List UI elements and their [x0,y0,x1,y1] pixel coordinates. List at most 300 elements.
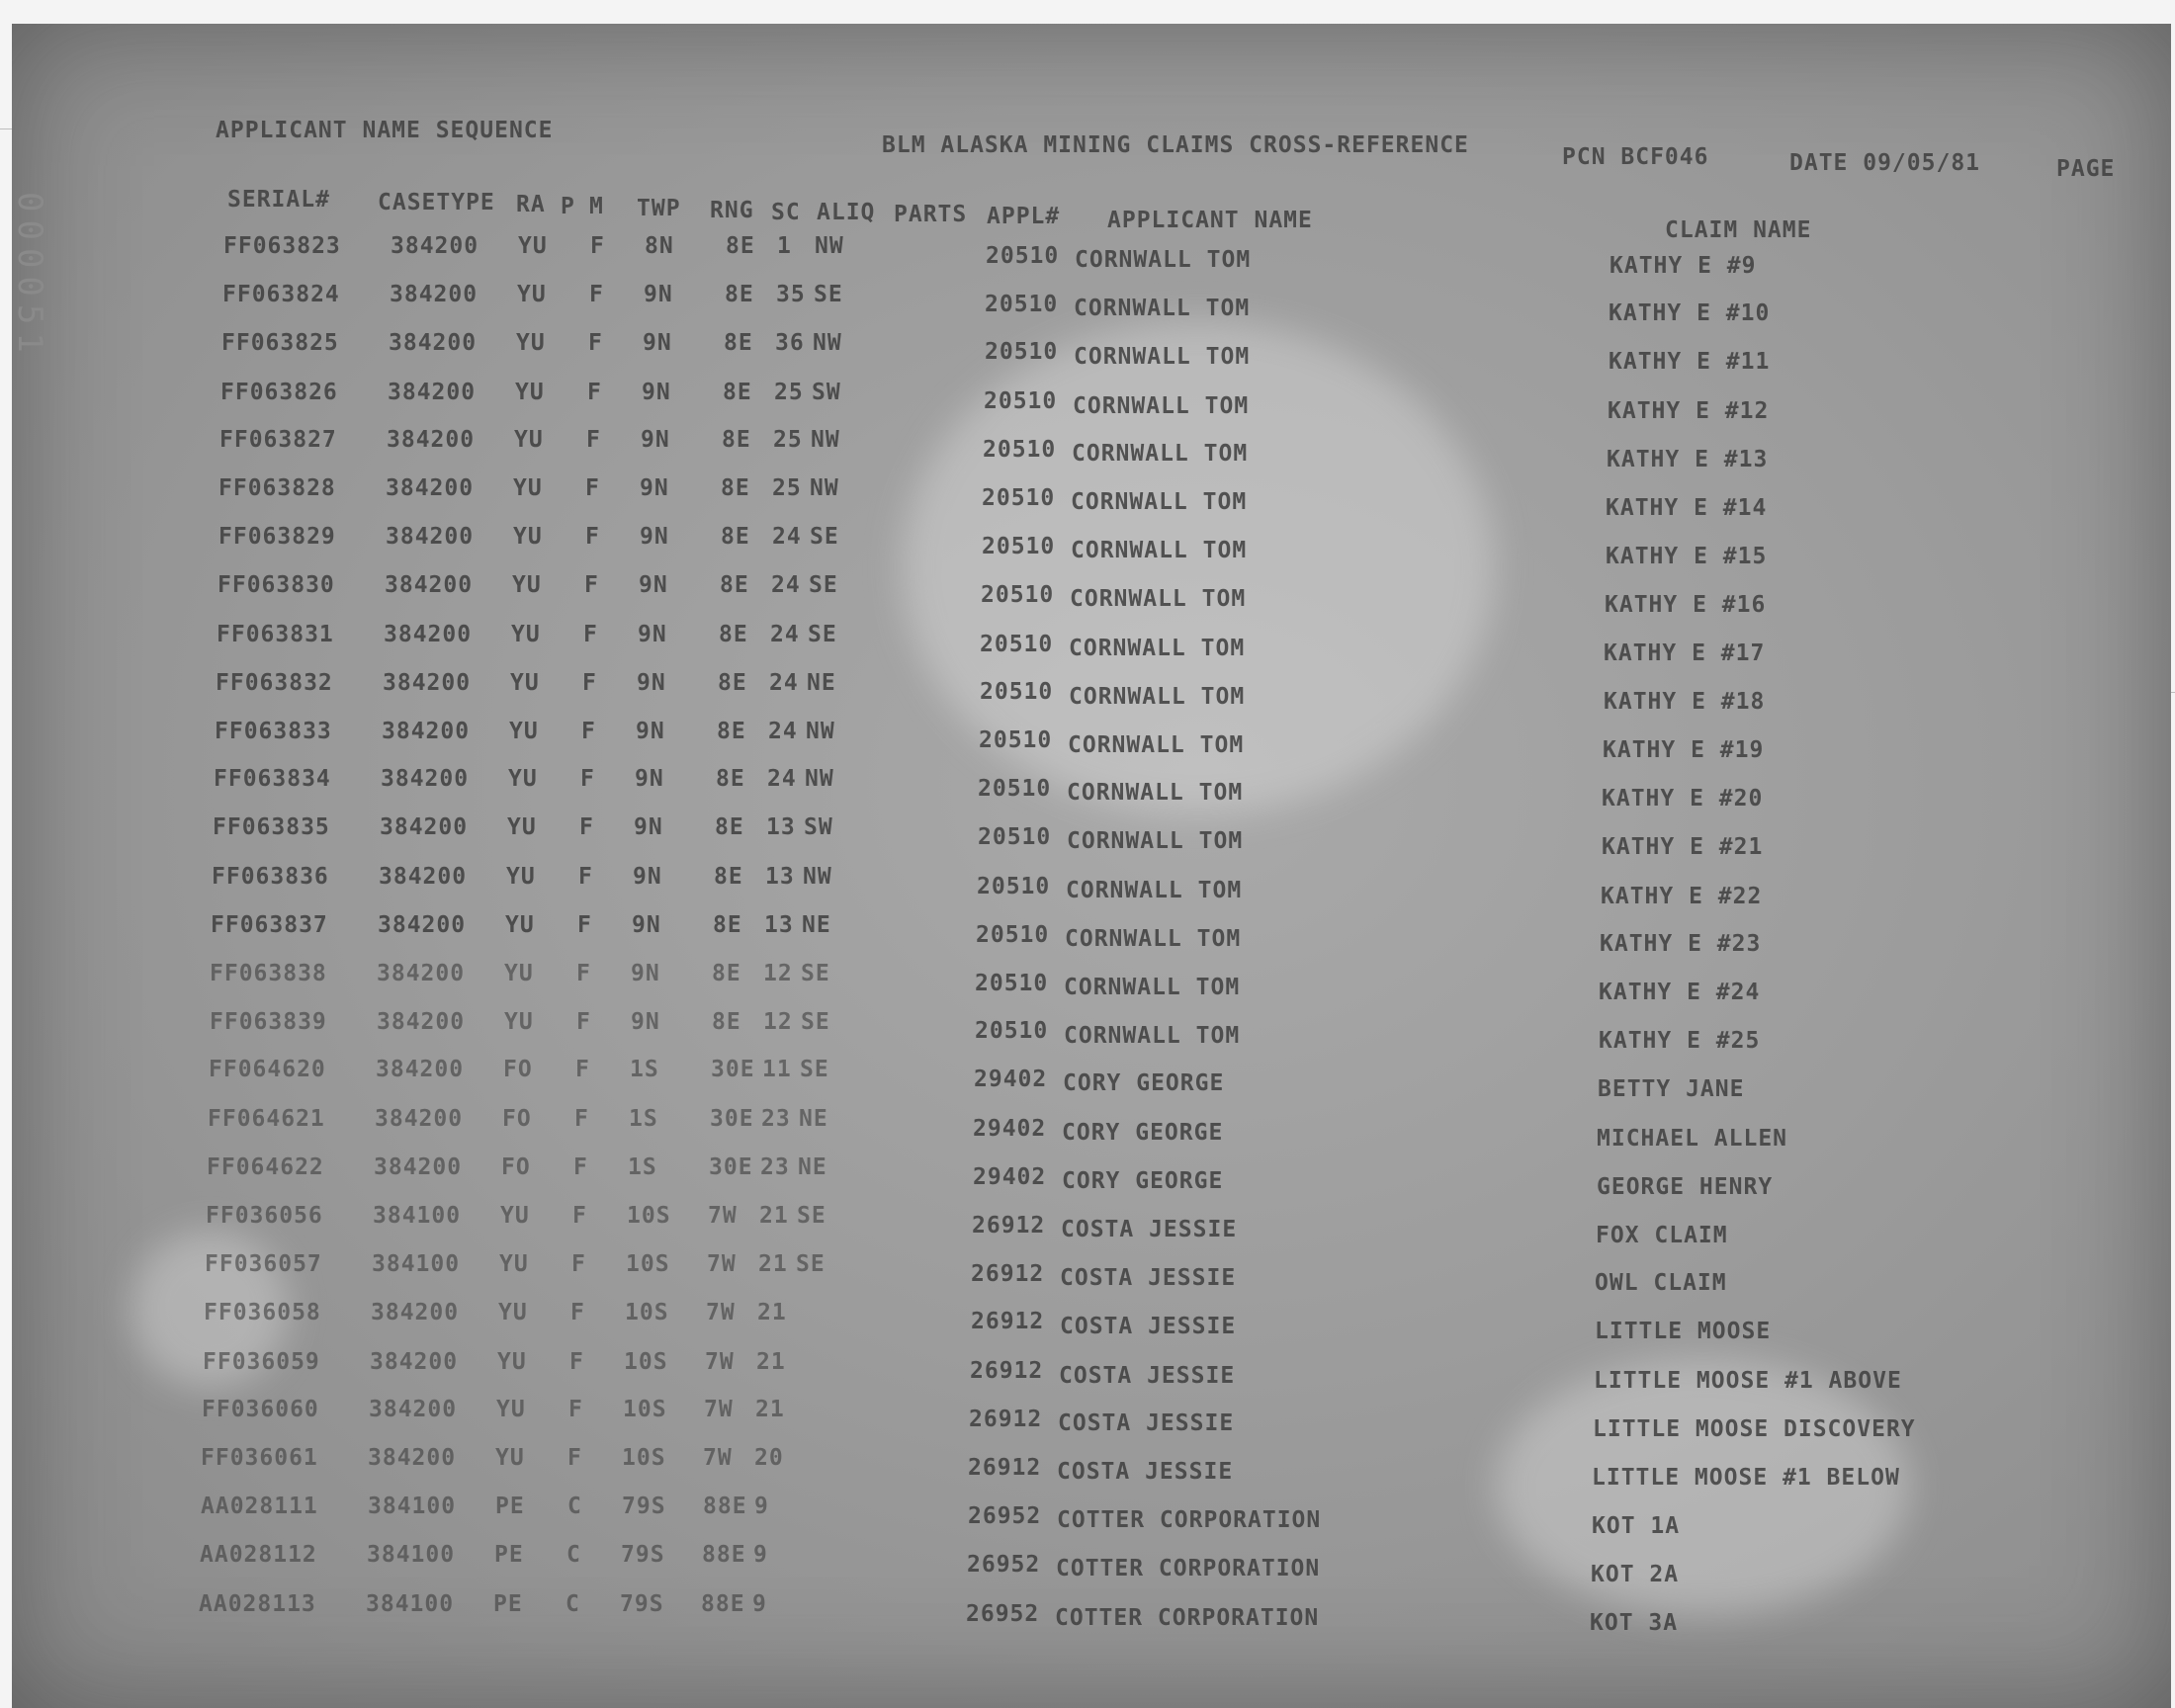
cell-ra: YU [513,524,543,551]
cell-twp: 9N [631,961,660,986]
cell-casetype: 384200 [375,1105,464,1132]
cell-m: F [586,426,601,453]
cell-sc: 25 [772,475,802,501]
cell-twp: 9N [642,379,671,405]
cell-rng: 8E [720,572,749,599]
col-twp: TWP [637,196,681,221]
cell-applicant-name: COTTER CORPORATION [1056,1556,1321,1582]
cell-claim-name: LITTLE MOOSE DISCOVERY [1593,1415,1916,1442]
cell-m: F [576,1009,591,1036]
cell-applicant-name: CORNWALL TOM [1074,344,1251,371]
cell-serial: FF036056 [206,1203,323,1229]
cell-twp: 10S [627,1203,671,1229]
col-m: M [589,194,604,219]
cell-claim-name: MICHAEL ALLEN [1597,1125,1788,1152]
cell-sc: 9 [752,1590,767,1617]
table-row [12,475,2171,521]
cell-claim-name: KATHY E #12 [1608,397,1770,424]
cell-m: F [590,233,605,259]
cell-twp: 9N [631,1009,660,1036]
cell-serial: FF064621 [208,1105,325,1132]
col-sc: SC [771,200,801,225]
table-row [12,814,2171,861]
cell-twp: 9N [639,572,668,599]
cell-serial: FF063832 [216,669,333,696]
cell-m: F [588,330,603,357]
cell-sc: 24 [771,572,801,599]
cell-appl: 20510 [978,824,1052,851]
cell-casetype: 384100 [367,1542,456,1569]
cell-casetype: 384200 [379,863,468,890]
cell-twp: 1S [628,1153,657,1180]
cell-m: F [585,475,600,501]
cell-sc: 12 [763,961,793,986]
cell-twp: 9N [640,475,669,501]
cell-aliq: SE [800,1057,829,1083]
table-row [12,1300,2171,1345]
cell-rng: 8E [725,282,754,308]
cell-applicant-name: COSTA JESSIE [1060,1265,1237,1292]
cell-aliq: SE [808,621,837,647]
table-row [12,1348,2171,1394]
cell-ra: YU [518,233,548,259]
cell-aliq: SE [796,1251,826,1278]
cell-appl: 29402 [973,1115,1047,1142]
cell-applicant-name: COSTA JESSIE [1059,1362,1236,1389]
cell-twp: 9N [632,911,661,938]
cell-rng: 88E [701,1590,745,1617]
cell-appl: 26952 [966,1600,1040,1627]
cell-casetype: 384200 [370,1348,459,1375]
cell-casetype: 384200 [374,1153,463,1180]
cell-sc: 9 [754,1494,769,1520]
cell-m: F [569,1348,584,1375]
cell-sc: 25 [773,426,803,453]
cell-rng: 8E [723,379,752,405]
cell-claim-name: KATHY E #15 [1606,544,1768,570]
printout-sheet [12,24,2171,1708]
cell-appl: 26952 [968,1503,1042,1530]
cell-sc: 35 [776,282,806,308]
cell-m: C [566,1542,581,1569]
cell-ra: YU [511,621,541,647]
cell-rng: 8E [712,961,741,986]
cell-claim-name: LITTLE MOOSE #1 BELOW [1592,1465,1900,1491]
cell-applicant-name: COSTA JESSIE [1058,1409,1235,1436]
col-p: P [561,194,575,219]
table-row [12,233,2171,279]
table-row [12,621,2171,666]
cell-aliq: NW [805,766,834,793]
cell-twp: 9N [638,621,667,647]
cell-ra: YU [508,766,538,793]
cell-ra: FO [501,1153,531,1180]
cell-aliq: NW [811,426,840,453]
cell-appl: 20510 [976,921,1050,948]
cell-m: F [568,1396,583,1422]
cell-appl: 20510 [986,243,1060,269]
page-label: PAGE [2056,156,2116,182]
cell-serial: FF036058 [204,1300,321,1326]
col-aliq: ALIQ [817,200,876,225]
cell-aliq: NE [799,1105,828,1132]
cell-m: F [579,814,594,841]
cell-rng: 8E [716,766,745,793]
table-row [12,961,2171,1005]
cell-serial: FF063828 [218,475,336,501]
cell-casetype: 384200 [384,621,473,647]
cell-casetype: 384200 [381,766,470,793]
cell-applicant-name: CORNWALL TOM [1070,586,1247,613]
cell-twp: 9N [637,669,666,696]
cell-rng: 8E [724,330,753,357]
cell-twp: 10S [623,1396,667,1422]
cell-sc: 13 [764,911,794,938]
cell-casetype: 384200 [368,1445,457,1471]
cell-twp: 9N [635,766,664,793]
cell-serial: FF063831 [217,621,334,647]
cell-sc: 11 [762,1057,792,1083]
col-casetype: CASETYPE [378,190,495,215]
cell-rng: 8E [722,426,751,453]
cell-serial: FF063825 [221,330,339,357]
cell-ra: YU [506,863,536,890]
cell-appl: 26912 [971,1309,1045,1335]
cell-serial: FF063838 [210,961,327,986]
cell-sc: 23 [760,1153,790,1180]
cell-sc: 21 [757,1300,787,1326]
cell-twp: 79S [621,1542,665,1569]
cell-sc: 21 [759,1203,789,1229]
cell-aliq: SE [797,1203,826,1229]
cell-sc: 36 [775,330,805,357]
cell-rng: 8E [717,719,746,744]
cell-aliq: NW [813,330,842,357]
cell-claim-name: KATHY E #22 [1601,883,1763,909]
table-row [12,1542,2171,1588]
cell-twp: 10S [622,1445,666,1471]
cell-claim-name: KOT 3A [1590,1609,1679,1636]
cell-aliq: NE [802,911,831,938]
cell-twp: 10S [626,1251,670,1278]
cell-applicant-name: COTTER CORPORATION [1057,1507,1322,1534]
cell-applicant-name: CORNWALL TOM [1069,635,1246,661]
cell-casetype: 384200 [389,330,478,357]
cell-claim-name: KOT 2A [1591,1562,1680,1588]
cell-rng: 8E [715,814,744,841]
cell-rng: 8E [718,669,747,696]
cell-rng: 88E [703,1494,747,1520]
cell-rng: 30E [710,1105,754,1132]
table-row [12,1445,2171,1491]
cell-casetype: 384200 [380,814,469,841]
cell-applicant-name: COSTA JESSIE [1057,1459,1234,1485]
cell-claim-name: LITTLE MOOSE [1595,1319,1772,1345]
cell-m: F [572,1203,587,1229]
cell-ra: YU [504,1009,534,1036]
cell-m: F [580,766,595,793]
cell-serial: FF063839 [210,1009,327,1036]
cell-appl: 20510 [981,582,1055,609]
table-row [12,1494,2171,1540]
cell-rng: 30E [711,1057,755,1083]
cell-claim-name: LITTLE MOOSE #1 ABOVE [1594,1367,1902,1394]
cell-claim-name: KATHY E #20 [1602,786,1764,812]
cell-sc: 1 [777,233,792,259]
cell-rng: 7W [706,1300,736,1326]
report-title: APPLICANT NAME SEQUENCE [216,118,554,143]
cell-appl: 20510 [975,971,1049,996]
pcn-code: PCN BCF046 [1562,144,1709,170]
cell-appl: 26912 [969,1406,1043,1432]
report-date: DATE 09/05/81 [1789,150,1981,176]
cell-rng: 8E [713,911,742,938]
cell-casetype: 384200 [382,719,471,744]
cell-appl: 20510 [980,678,1054,705]
cell-claim-name: KATHY E #13 [1607,446,1769,472]
table-row [12,1396,2171,1442]
cell-applicant-name: CORNWALL TOM [1069,683,1246,710]
cell-sc: 20 [754,1445,784,1471]
cell-claim-name: KATHY E #18 [1604,688,1766,715]
cell-twp: 9N [644,282,673,308]
cell-sc: 21 [755,1396,785,1422]
cell-aliq: SE [814,282,843,308]
cell-claim-name: OWL CLAIM [1595,1270,1727,1297]
cell-appl: 26912 [968,1455,1042,1481]
cell-rng: 8E [721,524,750,551]
table-row [12,379,2171,424]
cell-appl: 20510 [982,485,1056,511]
cell-casetype: 384200 [387,426,476,453]
cell-appl: 29402 [974,1067,1048,1093]
cell-twp: 9N [636,719,665,744]
cell-appl: 26912 [970,1357,1044,1384]
cell-appl: 20510 [983,436,1057,463]
cell-ra: YU [498,1300,528,1326]
main-title: BLM ALASKA MINING CLAIMS CROSS-REFERENCE [882,132,1469,158]
cell-aliq: SE [810,524,839,551]
cell-serial: FF036060 [202,1396,319,1422]
cell-ra: YU [500,1203,530,1229]
cell-serial: FF063827 [219,426,337,453]
cell-ra: YU [507,814,537,841]
table-row [12,282,2171,327]
cell-sc: 21 [756,1348,786,1375]
cell-twp: 9N [634,814,663,841]
cell-sc: 24 [770,621,800,647]
cell-serial: AA028112 [200,1542,317,1569]
cell-sc: 13 [766,814,796,841]
cell-claim-name: FOX CLAIM [1596,1223,1728,1248]
cell-applicant-name: CORNWALL TOM [1075,247,1252,273]
cell-m: F [567,1445,582,1471]
cell-aliq: SE [809,572,838,599]
cell-ra: YU [512,572,542,599]
cell-twp: 10S [625,1300,669,1326]
cell-sc: 24 [772,524,802,551]
cell-rng: 7W [708,1203,738,1229]
cell-applicant-name: CORNWALL TOM [1071,489,1248,515]
cell-claim-name: KATHY E #24 [1599,980,1761,1005]
cell-applicant-name: CORNWALL TOM [1066,877,1243,903]
cell-casetype: 384200 [369,1396,458,1422]
cell-casetype: 384100 [372,1251,461,1278]
cell-ra: YU [495,1445,525,1471]
cell-applicant-name: CORNWALL TOM [1067,780,1244,807]
cell-appl: 20510 [975,1018,1049,1045]
cell-sc: 24 [769,669,799,696]
cell-appl: 20510 [979,727,1053,753]
cell-serial: FF063829 [218,524,336,551]
cell-sc: 12 [763,1009,793,1036]
cell-m: F [585,524,600,551]
cell-casetype: 384200 [388,379,477,405]
cell-serial: FF064620 [209,1057,326,1083]
cell-casetype: 384100 [368,1494,457,1520]
cell-rng: 8E [726,233,755,259]
cell-serial: FF063834 [214,766,331,793]
cell-applicant-name: COTTER CORPORATION [1055,1604,1320,1631]
cell-sc: 24 [768,719,798,744]
table-row [12,1203,2171,1248]
cell-serial: AA028111 [201,1494,318,1520]
cell-m: F [570,1300,585,1326]
cell-twp: 1S [630,1057,659,1083]
cell-ra: PE [495,1494,525,1520]
cell-rng: 30E [709,1153,753,1180]
cell-applicant-name: CORY GEORGE [1062,1119,1224,1146]
cell-appl: 29402 [973,1163,1047,1190]
cell-m: F [574,1105,589,1132]
table-row [12,1251,2171,1297]
cell-ra: PE [494,1542,524,1569]
cell-m: F [575,1057,590,1083]
cell-ra: YU [509,719,539,744]
cell-aliq: NW [803,863,832,890]
cell-aliq: NE [798,1153,827,1180]
col-applicant-name: APPLICANT NAME [1107,208,1313,233]
cell-claim-name: KATHY E #21 [1602,834,1764,861]
table-row [12,719,2171,763]
cell-applicant-name: CORY GEORGE [1063,1070,1225,1097]
cell-twp: 79S [620,1590,664,1617]
cell-rng: 8E [714,863,743,890]
cell-casetype: 384200 [376,1057,465,1083]
col-parts: PARTS [894,202,968,227]
cell-serial: FF063836 [212,863,329,890]
cell-serial: FF063835 [213,814,330,841]
cell-rng: 7W [705,1348,735,1375]
table-row [12,1105,2171,1152]
cell-sc: 21 [758,1251,788,1278]
cell-rng: 8E [721,475,750,501]
cell-applicant-name: CORNWALL TOM [1065,925,1242,952]
cell-appl: 20510 [984,387,1058,414]
cell-casetype: 384200 [371,1300,460,1326]
cell-ra: YU [499,1251,529,1278]
cell-sc: 23 [761,1105,791,1132]
table-row [12,911,2171,957]
cell-m: F [587,379,602,405]
cell-appl: 20510 [985,292,1059,318]
col-rng: RNG [710,198,754,223]
cell-twp: 1S [629,1105,658,1132]
cell-m: F [583,621,598,647]
cell-m: C [567,1494,582,1520]
cell-aliq: SE [801,961,830,986]
cell-claim-name: KATHY E #14 [1606,495,1768,521]
cell-claim-name: KATHY E #17 [1604,640,1766,666]
cell-ra: FO [503,1057,533,1083]
table-row [12,1153,2171,1200]
cell-sc: 9 [753,1542,768,1569]
cell-claim-name: BETTY JANE [1598,1076,1745,1103]
cell-serial: FF063837 [211,911,328,938]
cell-aliq: NW [810,475,839,501]
cell-casetype: 384200 [386,475,475,501]
cell-ra: FO [502,1105,532,1132]
cell-casetype: 384100 [366,1590,455,1617]
cell-sc: 25 [774,379,804,405]
cell-appl: 26912 [971,1261,1045,1288]
table-row [12,426,2171,472]
cell-m: F [571,1251,586,1278]
col-ra: RA [516,192,546,217]
cell-claim-name: KATHY E #10 [1609,300,1771,327]
cell-rng: 8E [719,621,748,647]
table-row [12,572,2171,619]
cell-claim-name: KATHY E #9 [1610,253,1757,279]
cell-twp: 9N [643,330,672,357]
cell-claim-name: KATHY E #11 [1609,349,1771,376]
cell-claim-name: KATHY E #16 [1605,592,1767,619]
cell-ra: YU [513,475,543,501]
cell-serial: FF063830 [218,572,335,599]
cell-serial: FF036061 [201,1445,318,1471]
cell-sc: 24 [767,766,797,793]
cell-claim-name: KATHY E #19 [1603,737,1765,763]
cell-twp: 79S [622,1494,666,1520]
cell-m: F [581,719,596,744]
cell-casetype: 384200 [378,911,467,938]
cell-casetype: 384200 [385,572,474,599]
cell-casetype: 384200 [377,1009,466,1036]
cell-rng: 7W [703,1445,733,1471]
table-row [12,330,2171,376]
cell-appl: 20510 [977,873,1051,899]
cell-ra: YU [496,1396,526,1422]
table-row [12,863,2171,909]
cell-casetype: 384200 [386,524,475,551]
cell-claim-name: KOT 1A [1592,1513,1681,1540]
margin-page-number: 000051 [10,192,49,361]
cell-ra: PE [493,1590,523,1617]
cell-twp: 9N [640,524,669,551]
cell-ra: YU [510,669,540,696]
cell-casetype: 384200 [391,233,479,259]
cell-appl: 20510 [982,534,1056,560]
cell-m: F [573,1153,588,1180]
cell-casetype: 384200 [383,669,472,696]
cell-aliq: SW [812,379,841,405]
cell-applicant-name: CORNWALL TOM [1072,440,1249,467]
table-row [12,766,2171,812]
col-appl: APPL# [987,204,1061,229]
cell-rng: 88E [702,1542,746,1569]
cell-aliq: SE [801,1009,830,1036]
cell-serial: FF063833 [215,719,332,744]
